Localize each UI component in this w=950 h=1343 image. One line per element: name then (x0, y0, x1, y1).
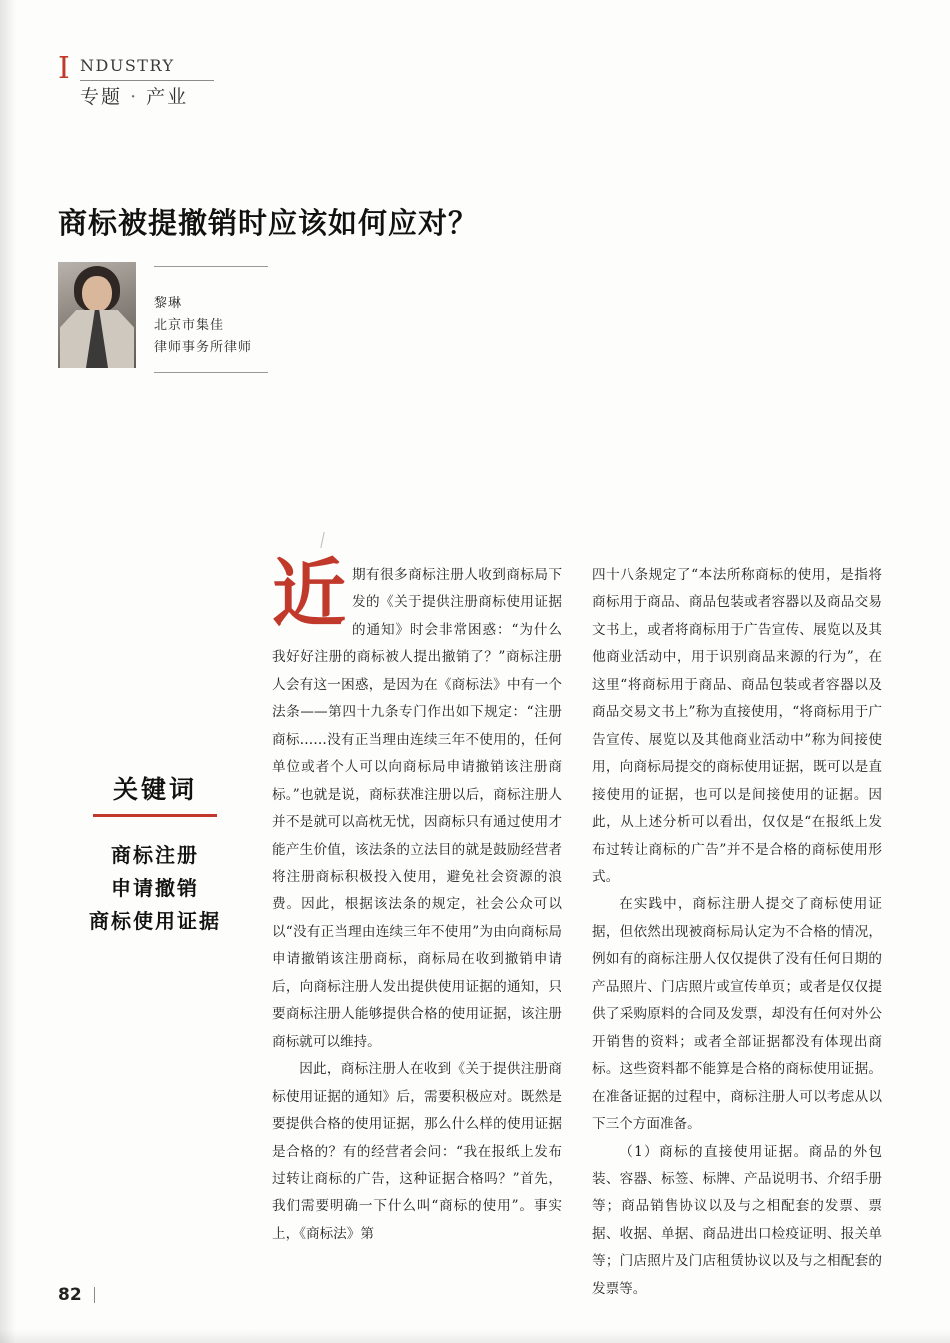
author-name: 黎琳 (154, 296, 183, 311)
keywords-heading: 关键词 (112, 775, 197, 804)
running-head (58, 48, 378, 108)
body-column-right (592, 562, 882, 1297)
author-organization-line2: 律师事务所律师 (154, 340, 253, 355)
paragraph-with-dropcap (272, 551, 562, 1056)
keywords-underline (93, 814, 217, 817)
running-head-chinese (80, 82, 188, 109)
running-head-drop-letter: I (58, 51, 70, 86)
drop-cap: 近 (272, 551, 346, 637)
running-head-separator: · (130, 86, 139, 108)
page-number: 82 (58, 1285, 82, 1305)
column-tick-mark (320, 532, 324, 548)
author-block (58, 262, 268, 380)
portrait-face (82, 276, 112, 312)
footer-divider (94, 1287, 95, 1303)
author-organization-line1: 北京市集佳 (154, 318, 225, 333)
keywords-block (60, 770, 250, 938)
page-footer (58, 1285, 95, 1305)
paragraph-text: 期有很多商标注册人收到商标局下发的《关于提供注册商标使用证据的通知》时会非常困惑：“为什么我好好注册的商标被人提出撤销了？”商标注册人会有这一困惑，是因为在《商标法》中有一个法条——第四十九条专门作出如下规定：“注册商标……没有正当理由连续三年不使用的，任何单位或者个人可以向商标局申请撤销该注册商标。”也就是说，商标获准注册以后，商标注册人并不是就可以高枕无忧，因商标只有通过使用才能产生价值，该法条的立法目的就是鼓励经营者将注册商标积极投入使用，避免社会资源的浪费。因此，根据该法条的规定，社会公众可以以“没有正当理由连续三年不使用”为由向商标局申请撤销该注册商标，商标局在收到撤销申请后，向商标注册人发出提供使用证据的通知，只要商标注册人能够提供合格的使用证据，该注册商标就可以维持。 (272, 567, 562, 1050)
keyword-item: 申请撤销 (111, 876, 199, 900)
paragraph-text: 四十八条规定了“本法所称商标的使用，是指将商标用于商品、商品包装或者容器以及商品交易文书上，或者将商标用于广告宣传、展览以及其他商业活动中，用于识别商品来源的行为”，在这里“将商标用于商品、商品包装或者容器以及商品交易文书上”称为直接使用，“将商标用于广告宣传、展览以及其他商业活动中”称为间接使用，向商标局提交的商标使用证据，既可以是直接使用的证据，也可以是间接使用的证据。因此，从上述分析可以看出，仅仅是“在报纸上发布过转让商标的广告”并不是合格的商标使用形式。 (592, 567, 882, 885)
paragraph-text: 因此，商标注册人在收到《关于提供注册商标使用证据的通知》后，需要积极应对。既然是要提供合格的使用证据，那么什么样的使用证据是合格的？有的经营者会问：“我在报纸上发布过转让商标的广告，这种证据合格吗？”首先，我们需要明确一下什么叫“商标的使用”。事实上，《商标法》第 (272, 1061, 562, 1242)
running-head-chinese-primary: 专题 (80, 86, 123, 108)
paragraph-text: 在实践中，商标注册人提交了商标使用证据，但依然出现被商标局认定为不合格的情况，例如有的商标注册人仅仅提供了没有任何日期的产品照片、门店照片或宣传单页；或者是仅仅提供了采购原料的合同及发票，却没有任何对外公开销售的资料；或者全部证据都没有体现出商标。这些资料都不能算是合格的商标使用证据。在准备证据的过程中，商标注册人可以考虑从以下三个方面准备。 (592, 896, 882, 1133)
author-portrait (58, 262, 136, 368)
keyword-item: 商标使用证据 (89, 909, 221, 933)
page-edge-shadow-left (0, 0, 16, 1343)
keywords-list (60, 839, 250, 938)
author-top-rule (154, 266, 268, 267)
body-column-left (272, 551, 562, 1262)
keyword-item: 商标注册 (111, 843, 199, 867)
running-head-rule (80, 80, 214, 81)
page-edge-shadow-bottom (0, 1329, 950, 1343)
author-bottom-rule (154, 372, 268, 373)
running-head-chinese-secondary: 产业 (146, 86, 189, 108)
paragraph-text: （1）商标的直接使用证据。商品的外包装、容器、标签、标牌、产品说明书、介绍手册等；商品销售协议以及与之相配套的发票、票据、收据、单据、商品进出口检疫证明、报关单等；门店照片及门店租赁协议以及与之相配套的发票等。 (592, 1143, 882, 1297)
page-title: 商标被提撤销时应该如何应对？ (58, 206, 479, 241)
running-head-latin: NDUSTRY (80, 56, 175, 75)
